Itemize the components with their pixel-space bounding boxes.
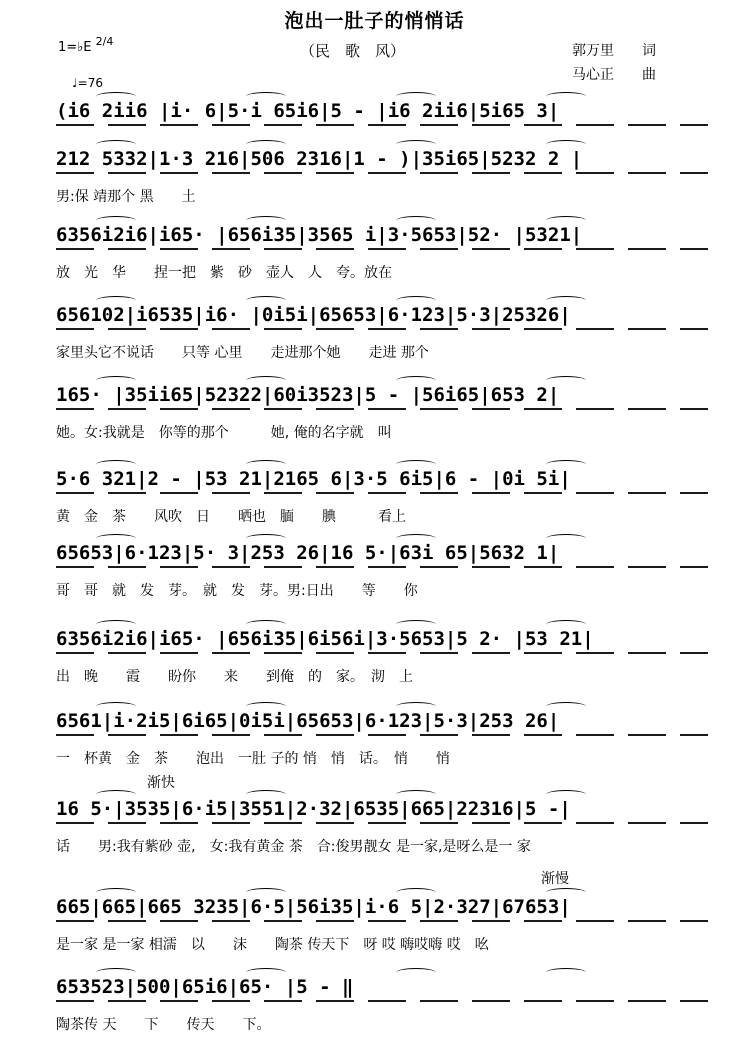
beat-underline <box>56 1000 708 1002</box>
lyric-line: 黄 金 茶 风吹 日 晒也 腼 腆 看上 <box>56 509 406 525</box>
slur-mark <box>246 702 286 711</box>
slur-mark <box>546 620 586 629</box>
slur-mark <box>396 216 436 225</box>
slur-mark <box>96 460 136 469</box>
slur-mark <box>396 92 436 101</box>
slur-mark <box>546 790 586 799</box>
slur-mark <box>546 534 586 543</box>
beat-underline <box>56 408 708 410</box>
slur-mark <box>96 92 136 101</box>
slur-mark <box>96 216 136 225</box>
notation-line: (i6 2ii6 |i· 6|5·i 65i6|5 - |i6 2ii6|5i65 3| <box>56 100 560 122</box>
lyric-line: 一 杯黄 金 茶 泡出 一肚 子的 悄 悄 话。 悄 悄 <box>56 751 450 767</box>
notation-line: 6356i2i6|i65· |656i35|6i56i|3·5653|5 2· |53 21| <box>56 628 594 650</box>
lyricist-credit: 郭万里 词 <box>572 43 656 59</box>
beat-underline <box>56 172 708 174</box>
slur-mark <box>396 296 436 305</box>
notation-line: 65653|6·123|5· 3|253 26|16 5·|63i 65|5632 1| <box>56 542 560 564</box>
slur-mark <box>246 790 286 799</box>
lyric-line: 放 光 华 捏一把 紫 砂 壶人 人 夸。放在 <box>56 265 392 281</box>
slur-mark <box>96 702 136 711</box>
slur-mark <box>246 620 286 629</box>
score-row <box>56 798 708 862</box>
song-style: （民 歌 风） <box>300 42 406 60</box>
score-row <box>56 542 708 606</box>
beat-underline <box>56 124 708 126</box>
slur-mark <box>246 376 286 385</box>
notation-line: 165· |35ii65|52322|60i3523|5 - |56i65|653 2| <box>56 384 560 406</box>
slur-mark <box>96 140 136 149</box>
score-row <box>56 384 708 448</box>
slur-mark <box>546 888 586 897</box>
song-title: 泡出一肚子的悄悄话 <box>284 10 465 32</box>
slur-mark <box>396 620 436 629</box>
score-row <box>56 468 708 532</box>
slur-mark <box>396 968 436 977</box>
lyric-line: 哥 哥 就 发 芽。 就 发 芽。男:日出 等 你 <box>56 583 418 599</box>
slur-mark <box>396 140 436 149</box>
slur-mark <box>246 296 286 305</box>
notation-line: 665|665|665 3235|6·5|56i35|i·6 5|2·327|67653| <box>56 896 571 918</box>
lyric-line: 她。女:我就是 你等的那个 她, 俺的名字就 叫 <box>56 425 392 441</box>
composer-credit: 马心正 曲 <box>572 67 656 83</box>
slur-mark <box>546 702 586 711</box>
slur-mark <box>546 460 586 469</box>
slur-mark <box>246 888 286 897</box>
slur-mark <box>546 968 586 977</box>
slur-mark <box>546 296 586 305</box>
slur-mark <box>96 968 136 977</box>
slur-mark <box>396 702 436 711</box>
score-row <box>56 710 708 774</box>
tempo-marking: ♩=76 <box>72 76 103 90</box>
slur-mark <box>96 790 136 799</box>
lyric-line: 男:保 靖那个 黑 土 <box>56 189 196 205</box>
slur-mark <box>396 460 436 469</box>
beat-underline <box>56 822 708 824</box>
score-row <box>56 896 708 960</box>
time-signature: 2/4 <box>95 35 114 48</box>
notation-line: 653523|500|65i6|65· |5 - ‖ <box>56 976 354 998</box>
notation-line: 5·6 321|2 - |53 21|2165 6|3·5 6i5|6 - |0i 5i| <box>56 468 571 490</box>
lyric-line: 出 晚 霞 盼你 来 到俺 的 家。 沏 上 <box>56 669 413 685</box>
lyric-line: 家里头它不说话 只等 心里 走进那个她 走进 那个 <box>56 345 429 361</box>
beat-underline <box>56 248 708 250</box>
ritardando-mark: 渐慢 <box>541 871 569 887</box>
notation-line: 6356i2i6|i65· |656i35|3565 i|3·5653|52· |5321| <box>56 224 583 246</box>
slur-mark <box>246 140 286 149</box>
notation-line: 6561|i·2i5|6i65|0i5i|65653|6·123|5·3|253 26| <box>56 710 560 732</box>
slur-mark <box>96 376 136 385</box>
beat-underline <box>56 920 708 922</box>
slur-mark <box>96 620 136 629</box>
beat-underline <box>56 734 708 736</box>
slur-mark <box>546 140 586 149</box>
beat-underline <box>56 652 708 654</box>
beat-underline <box>56 328 708 330</box>
slur-mark <box>396 376 436 385</box>
slur-mark <box>96 296 136 305</box>
accelerando-mark: 渐快 <box>147 775 175 791</box>
slur-mark <box>396 888 436 897</box>
notation-line: 656102|i6535|i6· |0i5i|65653|6·123|5·3|25326| <box>56 304 571 326</box>
score-row <box>56 224 708 288</box>
slur-mark <box>546 92 586 101</box>
key-label: 1=♭E <box>58 40 92 55</box>
slur-mark <box>246 968 286 977</box>
score-row <box>56 628 708 692</box>
beat-underline <box>56 566 708 568</box>
notation-line: 16 5·|3535|6·i5|3551|2·32|6535|665|22316|5 -| <box>56 798 571 820</box>
lyric-line: 话 男:我有紫砂 壶, 女:我有黄金 茶 合:俊男靓女 是一家,是呀么是一 家 <box>56 839 531 855</box>
slur-mark <box>246 460 286 469</box>
lyric-line: 是一家 是一家 相濡 以 沫 陶茶 传天下 呀 哎 嗨哎嗨 哎 吆 <box>56 937 489 953</box>
slur-mark <box>246 534 286 543</box>
slur-mark <box>246 92 286 101</box>
slur-mark <box>396 790 436 799</box>
score-row <box>56 148 708 212</box>
score-row <box>56 976 708 1040</box>
slur-mark <box>546 376 586 385</box>
slur-mark <box>96 888 136 897</box>
slur-mark <box>96 534 136 543</box>
key-signature <box>58 35 114 55</box>
slur-mark <box>396 534 436 543</box>
slur-mark <box>246 216 286 225</box>
score-row <box>56 304 708 368</box>
slur-mark <box>546 216 586 225</box>
lyric-line: 陶茶传 天 下 传天 下。 <box>56 1017 271 1033</box>
beat-underline <box>56 492 708 494</box>
notation-line: 212 5332|1·3 216|506 2316|1 - )|35i65|5232 2 | <box>56 148 583 170</box>
